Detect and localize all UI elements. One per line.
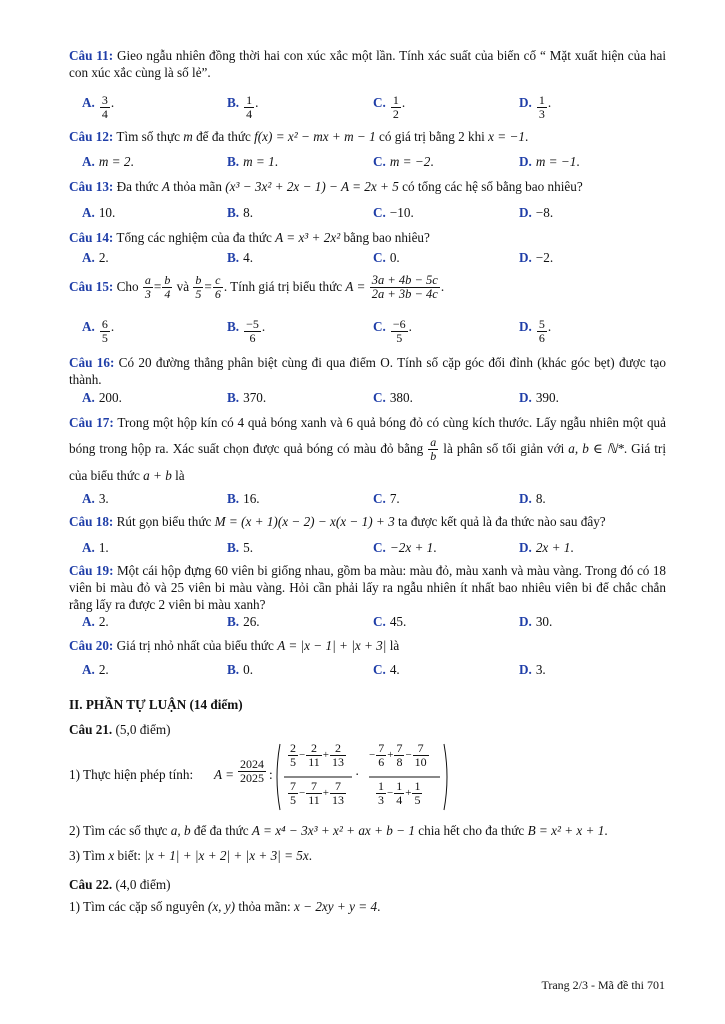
- q14-options: [82, 249, 672, 271]
- question-18: Câu 18: Rút gọn biểu thức M = (x + 1)(x − 2) − x(x − 1) + 3 ta được kết quả là đa thức nào sau đây?: [69, 514, 606, 529]
- option-d[interactable]: D. m = −1.: [519, 154, 580, 169]
- option-a[interactable]: A. 2.: [82, 250, 109, 265]
- option-c[interactable]: C. 4.: [373, 662, 400, 677]
- q18-options: [82, 539, 672, 561]
- q17-options: [82, 490, 672, 512]
- question-15: Câu 15: Cho $\frac{a}{3}$ = $\frac{b}{4}$ và $\frac{b}{5}$ = $\frac{c}{6}$ . Tính giá trị biểu thức A = $\frac{3a + 4b - 5c}{2a + 3b - 4c}$ .: [69, 273, 445, 302]
- option-b[interactable]: B. $\frac{-5}{6}$ .: [227, 317, 266, 345]
- option-b[interactable]: B. m = 1.: [227, 154, 279, 169]
- c21-part3: 3) Tìm x biết: |x + 1| + |x + 2| + |x + 3| = 5x.: [69, 848, 313, 863]
- question-12: Câu 12: Tìm số thực m để đa thức f(x) = x² − mx + m − 1 có giá trị bằng 2 khi x = −1.: [69, 129, 529, 144]
- question-13: Câu 13: Đa thức A thỏa mãn (x³ − 3x² + 2x − 1) − A = 2x + 5 có tổng các hệ số bằng bao nhiêu?: [69, 179, 583, 194]
- option-b[interactable]: B. $\frac{1}{4}$ .: [227, 93, 259, 121]
- c21-part2: 2) Tìm các số thực a, b để đa thức A = x⁴ − 3x³ + x² + ax + b − 1 chia hết cho đa thức B = x² + x + 1.: [69, 823, 608, 838]
- option-c[interactable]: C. 45.: [373, 614, 407, 629]
- option-b[interactable]: B. 5.: [227, 540, 253, 555]
- option-d[interactable]: D. 8.: [519, 491, 546, 506]
- option-a[interactable]: A. 1.: [82, 540, 109, 555]
- option-c[interactable]: C. $\frac{1}{2}$ .: [373, 93, 406, 121]
- option-c[interactable]: C. $\frac{-6}{5}$ .: [373, 317, 412, 345]
- option-c[interactable]: C. 7.: [373, 491, 400, 506]
- option-a[interactable]: A. 200.: [82, 390, 122, 405]
- question-20: Câu 20: Giá trị nhỏ nhất của biểu thức A = |x − 1| + |x + 3| là: [69, 638, 400, 653]
- option-a[interactable]: A. 2.: [82, 614, 109, 629]
- option-c[interactable]: C. m = −2.: [373, 154, 434, 169]
- option-a[interactable]: A. 10.: [82, 205, 116, 220]
- option-a[interactable]: A. $\frac{6}{5}$ .: [82, 317, 115, 345]
- page-footer: Trang 2/3 - Mã đề thi 701: [541, 978, 665, 992]
- c21-part1: 1) Thực hiện phép tính: A = $\frac{2024}{2025}$ : $\frac{2}{5}$ − $\frac{2}{11}$ + $\frac{2}{13}$ $\frac{7}{5}$ − $\frac{7}{11}$ + $\frac{7}{13}$ · − $\frac{7}{6}$ + $\frac{7}{8}$ − $\frac{7}{10}$ $\frac{1}{3}$ − $\frac{1}{4}$ + $\frac{1}{5}$: [69, 740, 666, 814]
- option-a[interactable]: A. 2.: [82, 662, 109, 677]
- q12-options: [82, 153, 672, 175]
- option-d[interactable]: D. 390.: [519, 390, 559, 405]
- option-d[interactable]: D. 2x + 1.: [519, 540, 574, 555]
- question-14: Câu 14: Tổng các nghiệm của đa thức A = x³ + 2x² bằng bao nhiêu?: [69, 230, 430, 245]
- q19-options: [82, 613, 672, 635]
- option-b[interactable]: B. 0.: [227, 662, 253, 677]
- option-a[interactable]: A. m = 2.: [82, 154, 134, 169]
- option-b[interactable]: B. 370.: [227, 390, 267, 405]
- question-16: Câu 16: Có 20 đường thẳng phân biệt cùng đi qua điểm O. Tính số cặp góc đối đỉnh (khác góc bẹt) được tạo thành.: [69, 355, 666, 387]
- option-b[interactable]: B. 16.: [227, 491, 260, 506]
- option-a[interactable]: A. $\frac{3}{4}$ .: [82, 93, 115, 121]
- section-title: II. PHẦN TỰ LUẬN (14 điểm): [69, 697, 243, 712]
- q20-options: [82, 661, 672, 683]
- option-d[interactable]: D. 30.: [519, 614, 553, 629]
- option-b[interactable]: B. 4.: [227, 250, 253, 265]
- c22-part1: 1) Tìm các cặp số nguyên (x, y) thỏa mãn: x − 2xy + y = 4.: [69, 899, 381, 914]
- option-d[interactable]: D. 3.: [519, 662, 546, 677]
- option-b[interactable]: B. 8.: [227, 205, 253, 220]
- option-c[interactable]: C. −2x + 1.: [373, 540, 437, 555]
- option-a[interactable]: A. 3.: [82, 491, 109, 506]
- option-d[interactable]: D. −8.: [519, 205, 554, 220]
- option-d[interactable]: D. −2.: [519, 250, 554, 265]
- q11-options: [82, 93, 672, 121]
- option-c[interactable]: C. 0.: [373, 250, 400, 265]
- option-c[interactable]: C. −10.: [373, 205, 414, 220]
- question-17: Câu 17: Trong một hộp kín có 4 quả bóng xanh và 6 quả bóng đỏ có cùng kích thước. Lấy ngẫu nhiên một quả bóng trong hộp ra. Xác suất chọn được quả bóng có màu đỏ bằng $\frac{a}{b}$ là phân số tối giản với a, b ∈ ℕ*. Giá trị của biểu thức a + b là: [69, 415, 666, 484]
- option-d[interactable]: D. $\frac{1}{3}$ .: [519, 93, 552, 121]
- question-22-heading: Câu 22. (4,0 điểm): [69, 877, 171, 892]
- question-21-heading: Câu 21. (5,0 điểm): [69, 722, 171, 737]
- q16-options: [82, 389, 672, 411]
- q13-options: [82, 204, 672, 226]
- option-b[interactable]: B. 26.: [227, 614, 260, 629]
- option-c[interactable]: C. 380.: [373, 390, 413, 405]
- question-19: Câu 19: Một cái hộp đựng 60 viên bi giống nhau, gồm ba màu: màu đỏ, màu xanh và màu vàng. Trong đó có 18 viên bi màu đỏ và 25 viên bi màu vàng. Hỏi cần phải lấy ra ngẫu nhiên ít nhất bao nhiêu viên bi để chắc chắn rằng lấy ra được 2 viên bi màu xanh?: [69, 563, 667, 612]
- question-11: Câu 11: Gieo ngẫu nhiên đồng thời hai con xúc xắc một lần. Tính xác suất của biến cố “ Mặt xuất hiện của hai con xúc xắc cùng là số lẻ”.: [69, 48, 666, 80]
- option-d[interactable]: D. $\frac{5}{6}$ .: [519, 317, 552, 345]
- q15-options: [82, 317, 672, 345]
